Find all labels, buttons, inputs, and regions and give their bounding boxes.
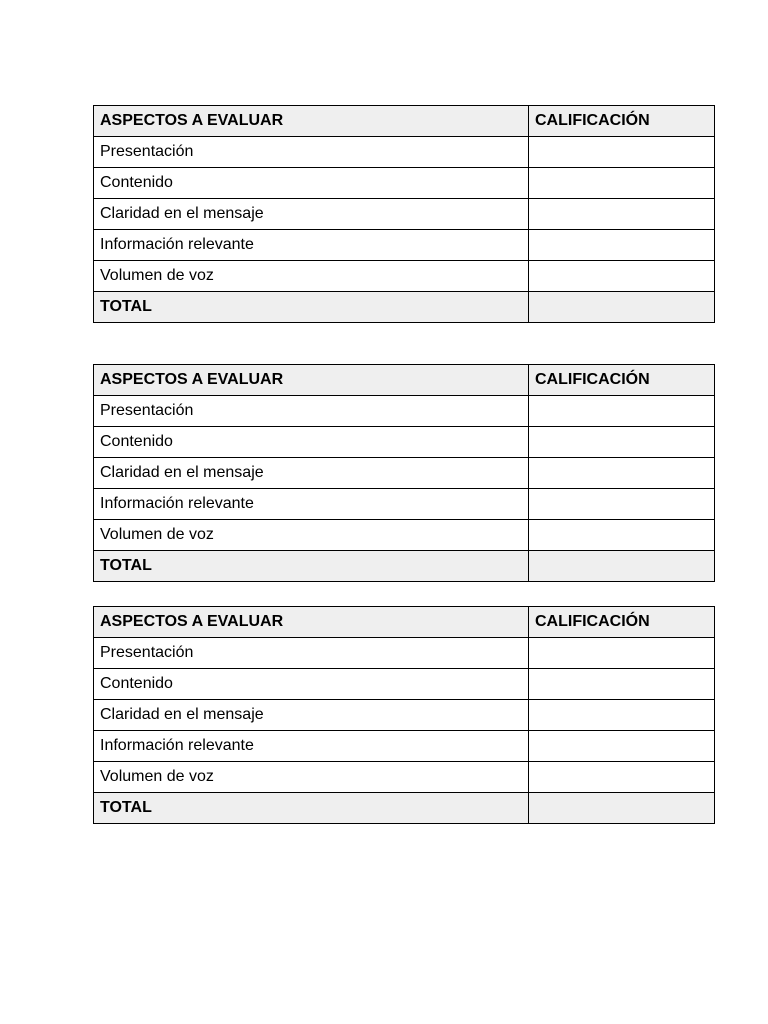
evaluation-table-1: [93, 105, 715, 323]
grade-cell[interactable]: [529, 199, 715, 230]
grade-cell[interactable]: [529, 230, 715, 261]
table-row: [94, 731, 715, 762]
total-row: [94, 551, 715, 582]
table-row: [94, 669, 715, 700]
grade-cell[interactable]: [529, 669, 715, 700]
aspect-cell: Volumen de voz: [94, 762, 529, 793]
aspect-cell: Información relevante: [94, 731, 529, 762]
grade-cell[interactable]: [529, 762, 715, 793]
table-row: [94, 427, 715, 458]
aspect-cell: Volumen de voz: [94, 520, 529, 551]
grade-cell[interactable]: [529, 700, 715, 731]
aspect-cell: Contenido: [94, 669, 529, 700]
total-grade-cell[interactable]: [529, 292, 715, 323]
grade-cell[interactable]: [529, 396, 715, 427]
table-header-row: [94, 365, 715, 396]
header-grade-cell: CALIFICACIÓN: [529, 607, 715, 638]
table-row: [94, 396, 715, 427]
grade-cell[interactable]: [529, 137, 715, 168]
aspect-cell: Claridad en el mensaje: [94, 458, 529, 489]
grade-cell[interactable]: [529, 489, 715, 520]
header-aspects-cell: ASPECTOS A EVALUAR: [94, 106, 529, 137]
table-header-row: [94, 106, 715, 137]
total-label-cell: TOTAL: [94, 551, 529, 582]
grade-cell[interactable]: [529, 168, 715, 199]
aspect-cell: Presentación: [94, 396, 529, 427]
grade-cell[interactable]: [529, 261, 715, 292]
table-row: [94, 700, 715, 731]
grade-cell[interactable]: [529, 638, 715, 669]
header-grade-cell: CALIFICACIÓN: [529, 365, 715, 396]
table-row: [94, 137, 715, 168]
aspect-cell: Presentación: [94, 137, 529, 168]
aspect-cell: Claridad en el mensaje: [94, 199, 529, 230]
total-row: [94, 793, 715, 824]
aspect-cell: Claridad en el mensaje: [94, 700, 529, 731]
header-aspects-cell: ASPECTOS A EVALUAR: [94, 365, 529, 396]
table-row: [94, 458, 715, 489]
header-grade-cell: CALIFICACIÓN: [529, 106, 715, 137]
table-row: [94, 489, 715, 520]
total-label-cell: TOTAL: [94, 793, 529, 824]
table-row: [94, 168, 715, 199]
table-row: [94, 762, 715, 793]
table-row: [94, 638, 715, 669]
aspect-cell: Contenido: [94, 168, 529, 199]
total-grade-cell[interactable]: [529, 793, 715, 824]
aspect-cell: Información relevante: [94, 489, 529, 520]
table-row: [94, 520, 715, 551]
table-row: [94, 261, 715, 292]
header-aspects-cell: ASPECTOS A EVALUAR: [94, 607, 529, 638]
table-row: [94, 230, 715, 261]
aspect-cell: Volumen de voz: [94, 261, 529, 292]
table-header-row: [94, 607, 715, 638]
evaluation-table-3: [93, 606, 715, 824]
aspect-cell: Presentación: [94, 638, 529, 669]
total-row: [94, 292, 715, 323]
aspect-cell: Contenido: [94, 427, 529, 458]
total-label-cell: TOTAL: [94, 292, 529, 323]
grade-cell[interactable]: [529, 458, 715, 489]
table-row: [94, 199, 715, 230]
evaluation-table-2: [93, 364, 715, 582]
aspect-cell: Información relevante: [94, 230, 529, 261]
total-grade-cell[interactable]: [529, 551, 715, 582]
grade-cell[interactable]: [529, 520, 715, 551]
grade-cell[interactable]: [529, 731, 715, 762]
grade-cell[interactable]: [529, 427, 715, 458]
